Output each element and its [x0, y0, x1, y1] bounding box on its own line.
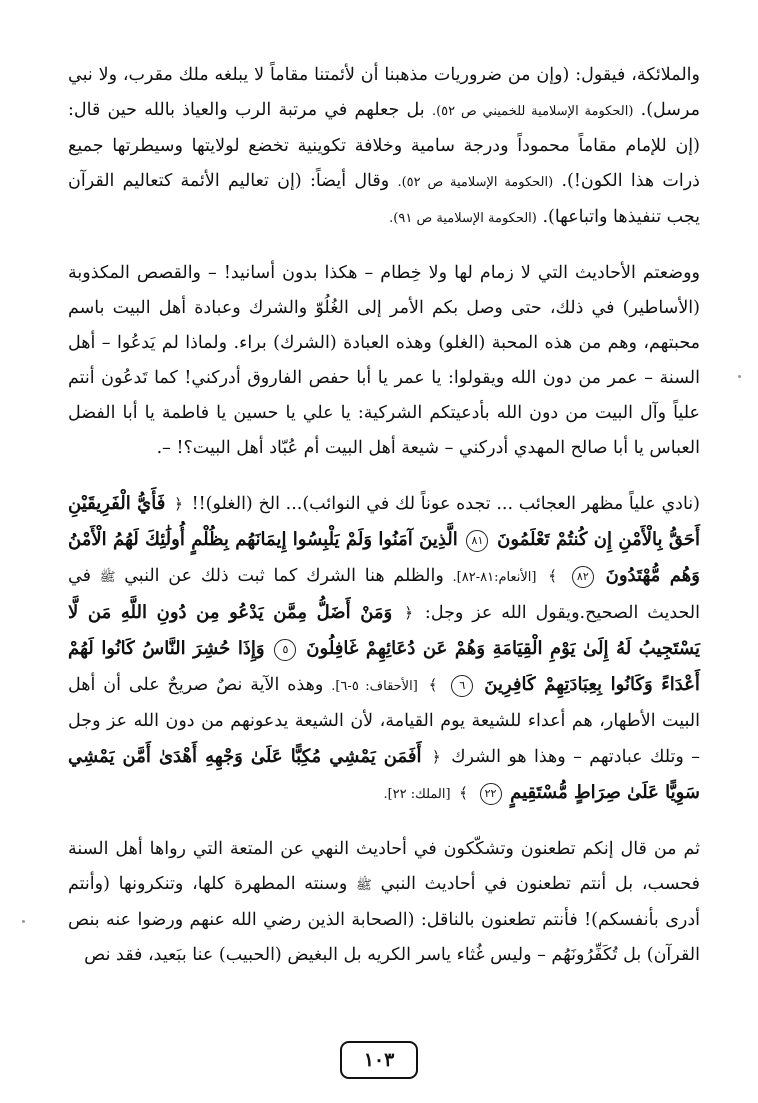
verse-open-ornament: ﴿ — [431, 748, 441, 766]
quran-verse: وَإِذَا حُشِرَ النَّاسُ كَانُوا لَهُمْ أَعْدَاءً وَكَانُوا بِعِبَادَتِهِمْ كَافِرِينَ — [68, 638, 700, 695]
citation: (الحكومة الإسلامية ص ٥٢). — [397, 175, 554, 190]
text-run: (نادي علياً مظهر العجائب ... تجده عوناً لك في النوائب)... الخ (الغلو)!! — [191, 494, 700, 514]
paragraph-text: ووضعتم الأحاديث التي لا زمام لها ولا خِطام – هكذا بدون أسانيد! – والقصص المكذوبة (الأساطير) في ذلك، حتى وصل بكم الأمر إلى الغُلُوّ والشرك وعبادة أهل البيت باسم محبتهم، وهم من هذه المحبة (الغلو) وهذه العبادة (الشرك) براء. ولماذا لم يَدعُوا – أهل السنة – عمر من دون الله ويقولوا: يا عمر يا أبا حفص الفاروق أدركني! كما تَدعُون أنتم علياً وآل البيت من دون الله بأدعيتكم الشركية: يا علي يا حسين يا فاطمة يا أبا الفضل العباس يا أبا صالح المهدي أدركني – شيعة أهل البيت أم عُبّاد أهل البيت؟! –. — [68, 263, 700, 458]
page-number-box — [340, 1041, 418, 1079]
quran-verse: وَمَنْ أَضَلُّ مِمَّن يَدْعُو مِن دُونِ اللَّهِ مَن لَّا يَسْتَجِيبُ لَهُ إِلَىٰ يَوْمِ الْقِيَامَةِ وَهُمْ عَن دُعَائِهِمْ غَافِلُونَ — [68, 602, 700, 659]
verse-close-ornament: ﴾ — [548, 567, 558, 585]
salawat-symbol: ﷺ — [356, 878, 372, 893]
scan-speck — [738, 375, 741, 378]
citation: (الحكومة الإسلامية للخميني ص ٥٢). — [431, 104, 634, 119]
verse-open-ornament: ﴿ — [174, 495, 183, 513]
citation: [الملك: ٢٢]. — [383, 787, 451, 802]
text-run: والملائكة، فيقول: (وإن من ضروريات مذهبنا أن لأئمتنا مقاماً لا يبلغه ملك مقرب، ولا نبي مرسل). — [68, 65, 700, 120]
text-run: والظلم هنا الشرك كما ثبت ذلك عن النبي — [124, 566, 444, 586]
text-run: بل جعلهم في مرتبة الرب والعياذ بالله حين قال: (إن للإمام مقاماً محموداً ودرجة سامية وخلافة تكوينية تخضع لولايتها وسيطرتها جميع ذرات هذا الكون!). — [68, 100, 700, 191]
paragraph-quran-verses — [68, 486, 700, 812]
text-run: وهذه الآية نصٌ صريحٌ على أن أهل البيت الأطهار، هم أعداء للشيعة يوم القيامة، لأن الشيعة يدعونهم من دون الله عز وجل – وتلك عبادتهم – وهذا هو الشرك — [68, 675, 700, 767]
ayah-number-marker: ٥ — [274, 639, 296, 661]
text-run: وقال أيضاً: (إن تعاليم الأئمة كتعاليم القرآن يجب تنفيذها واتباعها). — [68, 171, 700, 227]
text-run: ثم من قال إنكم تطعنون وتشكّكون في أحاديث النهي عن المتعة التي رواها أهل السنة فحسب، بل أنتم تطعنون في أحاديث النبي — [68, 839, 700, 894]
quran-verse: الَّذِينَ آمَنُوا وَلَمْ يَلْبِسُوا إِيمَانَهُم بِظُلْمٍ أُولَٰئِكَ لَهُمُ الْأَمْنُ وَهُم مُّهْتَدُونَ — [68, 529, 700, 586]
quran-verse: فَأَيُّ الْفَرِيقَيْنِ أَحَقُّ بِالْأَمْنِ إِن كُنتُمْ تَعْلَمُونَ — [68, 493, 700, 550]
ayah-number-marker: ٨١ — [466, 530, 488, 552]
text-run: في الحديث الصحيح.ويقول الله عز وجل: — [68, 566, 700, 623]
ayah-number-marker: ٢٢ — [480, 783, 502, 805]
paragraph-mutah-hadiths — [68, 832, 700, 973]
citation: [الأنعام:٨١-٨٢]. — [452, 570, 537, 585]
page-body — [68, 58, 700, 1038]
ayah-number-marker: ٨٢ — [572, 566, 594, 588]
scan-speck — [22, 920, 25, 923]
paragraph-text — [68, 832, 700, 973]
ayah-number-marker: ٦ — [451, 675, 473, 697]
verse-open-ornament: ﴿ — [404, 604, 413, 622]
page-number: ١٠٣ — [363, 1049, 395, 1071]
paragraph-khomeini-quotes — [68, 58, 700, 236]
verse-close-ornament: ﴾ — [459, 784, 468, 802]
paragraph-text — [68, 58, 700, 236]
citation: (الحكومة الإسلامية ص ٩١). — [389, 211, 537, 226]
verse-close-ornament: ﴾ — [428, 676, 438, 694]
text-run: وسنته المطهرة كلها، وتنكرونها (وأنتم أدرى بأنفسكم)! فأنتم تطعنون بالناقل: (الصحابة الذين رضي الله عنهم ورضوا عنه بنص القرآن) بل تُكَفِّرُونَهُم – وليس غُثاء ياسر الكريه بل البغيض (الحبيب) عنا ببَعيد، فقد نص — [68, 874, 700, 965]
paragraph-fabricated-hadiths — [68, 256, 700, 466]
citation: [الأحقاف: ٥-٦]. — [331, 679, 418, 694]
salawat-symbol: ﷺ — [99, 570, 116, 585]
quran-verse: أَفَمَن يَمْشِي مُكِبًّا عَلَىٰ وَجْهِهِ أَهْدَىٰ أَمَّن يَمْشِي سَوِيًّا عَلَىٰ صِرَاطٍ مُّسْتَقِيمٍ — [68, 746, 700, 803]
paragraph-text — [68, 486, 700, 812]
